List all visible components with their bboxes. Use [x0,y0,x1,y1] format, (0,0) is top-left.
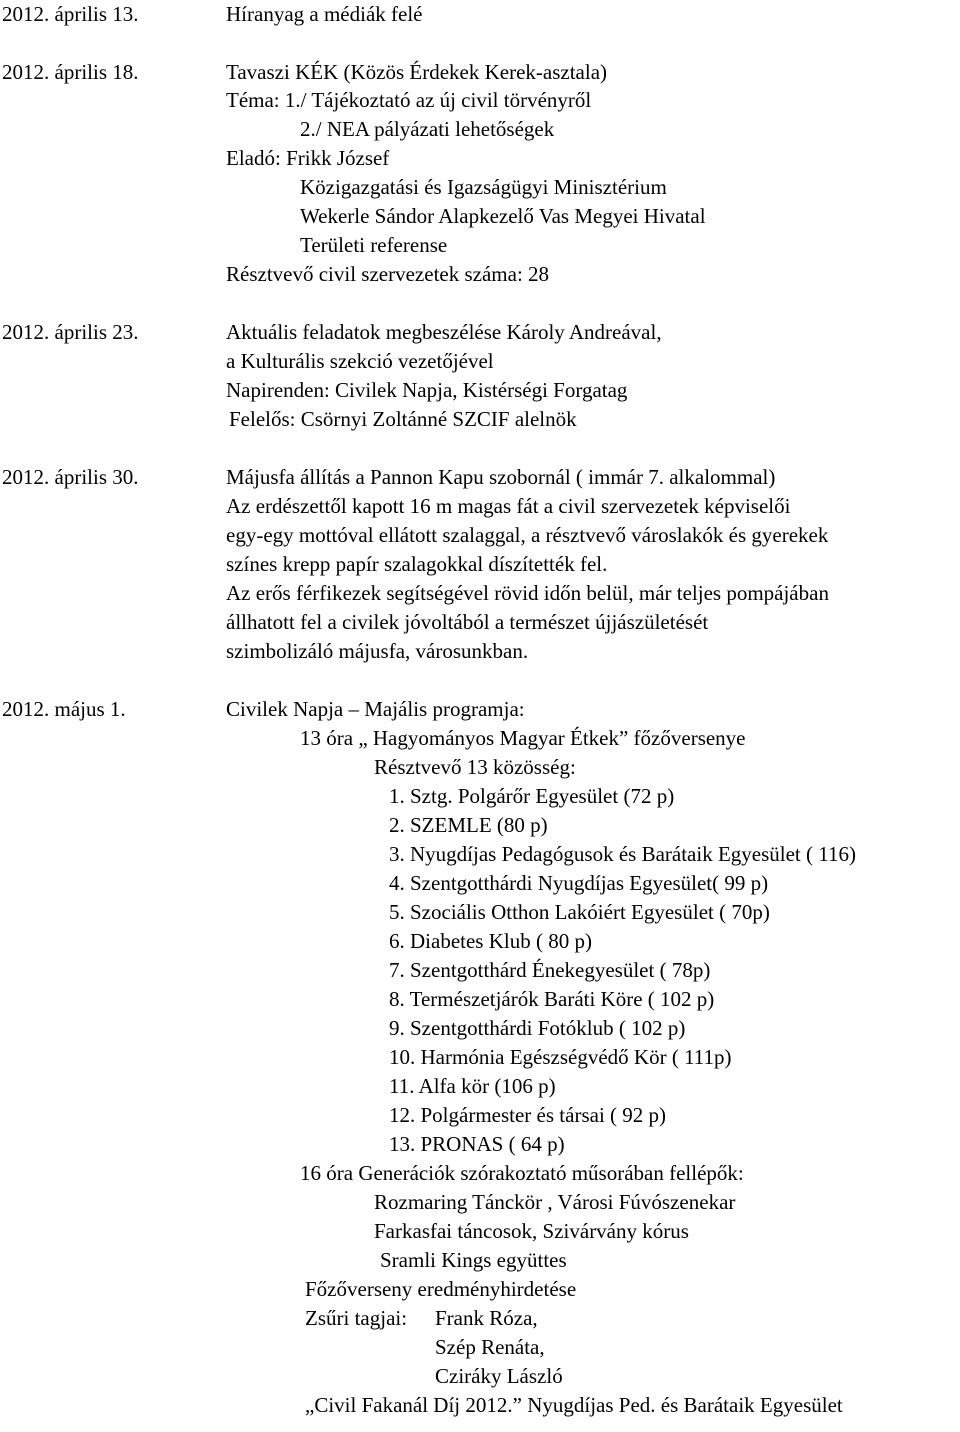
entry-line: állhatott fel a civilek jóvoltából a természet újjászületését [226,610,709,634]
entry-line: Közigazgatási és Igazságügyi Minisztérium [300,175,667,199]
team-item: 7. Szentgotthárd Énekegyesület ( 78p) [389,958,711,982]
entry-line: Felelős: Csörnyi Zoltánné SZCIF alelnök [229,407,577,431]
performer-line: Sramli Kings együttes [380,1248,567,1272]
entry-date: 2012. május 1. [2,697,126,721]
entry-line: Területi referense [300,233,448,257]
results-line: Főzőverseny eredményhirdetése [305,1277,577,1301]
performer-line: Rozmaring Tánckör , Városi Fúvószenekar [374,1190,736,1214]
jury-member: Szép Renáta, [435,1335,545,1359]
team-item: 3. Nyugdíjas Pedagógusok és Barátaik Egyesület ( 116) [389,842,856,866]
entry-line: Téma: 1./ Tájékoztató az új civil törvényről [226,88,592,112]
team-item: 4. Szentgotthárdi Nyugdíjas Egyesület( 99 p) [389,871,769,895]
entry-line: Az erős férfikezek segítségével rövid időn belül, már teljes pompájában [226,581,829,605]
entry-line: Eladó: Frikk József [226,146,390,170]
entry-line: Napirenden: Civilek Napja, Kistérségi Forgatag [226,378,628,402]
team-item: 9. Szentgotthárdi Fotóklub ( 102 p) [389,1016,686,1040]
entry-line: szimbolizáló májusfa, városunkban. [226,639,529,663]
entry-line: Az erdészettől kapott 16 m magas fát a civil szervezetek képviselői [226,494,791,518]
entry-title: Híranyag a médiák felé [226,2,423,26]
cooking-contest: 13 óra „ Hagyományos Magyar Étkek” főzőversenye [300,726,746,750]
award-line: „Civil Fakanál Díj 2012.” Nyugdíjas Ped. és Barátaik Egyesület [305,1393,843,1417]
entry-line: Májusfa állítás a Pannon Kapu szobornál ( immár 7. alkalommal) [226,465,776,489]
entry-line: Wekerle Sándor Alapkezelő Vas Megyei Hivatal [300,204,706,228]
performer-line: Farkasfai táncosok, Szivárvány kórus [374,1219,689,1243]
team-item: 12. Polgármester és társai ( 92 p) [389,1103,667,1127]
team-item: 10. Harmónia Egészségvédő Kör ( 111p) [389,1045,732,1069]
team-item: 6. Diabetes Klub ( 80 p) [389,929,592,953]
entry-date: 2012. április 30. [2,465,139,489]
entry-line: a Kulturális szekció vezetőjével [226,349,494,373]
entry-line: színes krepp papír szalagokkal díszítették fel. [226,552,608,576]
jury-label: Zsűri tagjai: [305,1306,408,1330]
team-item: 2. SZEMLE (80 p) [389,813,548,837]
entry-date: 2012. április 23. [2,320,139,344]
entry-line: Résztvevő civil szervezetek száma: 28 [226,262,550,286]
jury-member: Frank Róza, [435,1306,538,1330]
program-line: 16 óra Generációk szórakoztató műsorában fellépők: [300,1161,744,1185]
entry-line: 2./ NEA pályázati lehetőségek [300,117,555,141]
entry-line: Tavaszi KÉK (Közös Érdekek Kerek-asztala) [226,60,608,84]
team-item: 8. Természetjárók Baráti Köre ( 102 p) [389,987,715,1011]
jury-member: Cziráky László [435,1364,563,1388]
team-item: 11. Alfa kör (106 p) [389,1074,556,1098]
entry-title: Civilek Napja – Majális programja: [226,697,525,721]
entry-date: 2012. április 13. [2,2,139,26]
entry-date: 2012. április 18. [2,60,139,84]
team-item: 13. PRONAS ( 64 p) [389,1132,565,1156]
participants-label: Résztvevő 13 közösség: [374,755,576,779]
entry-line: Aktuális feladatok megbeszélése Károly Andreával, [226,320,662,344]
entry-line: egy-egy mottóval ellátott szalaggal, a résztvevő városlakók és gyerekek [226,523,829,547]
team-item: 1. Sztg. Polgárőr Egyesület (72 p) [389,784,675,808]
team-item: 5. Szociális Otthon Lakóiért Egyesület ( 70p) [389,900,770,924]
